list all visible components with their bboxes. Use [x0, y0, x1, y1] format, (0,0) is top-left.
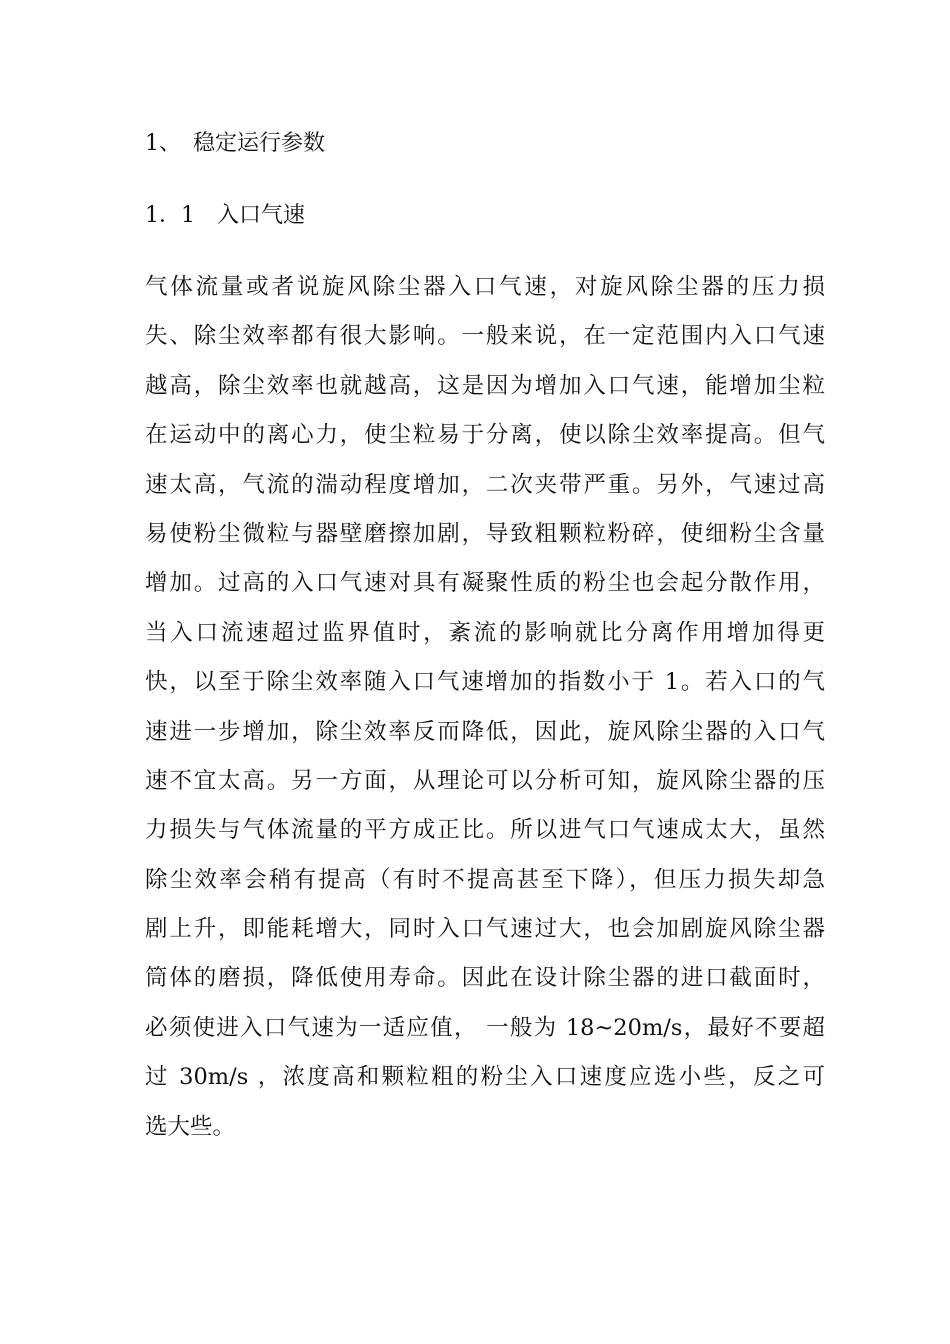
section-heading [145, 129, 325, 159]
paragraph-line: 速进一步增加，除尘效率反而降低，因此，旋风除尘器的入口气 [145, 718, 825, 745]
paragraph-line: 力损失与气体流量的平方成正比。所以进气口气速成太大，虽然 [145, 817, 825, 844]
paragraph-line: 当入口流速超过监界值时，紊流的影响就比分离作用增加得更 [145, 619, 825, 646]
paragraph-line: 越高，除尘效率也就越高，这是因为增加入口气速，能增加尘粒 [145, 372, 825, 399]
paragraph-line: 快，以至于除尘效率随入口气速增加的指数小于 1。若入口的气 [145, 669, 825, 696]
paragraph-line: 速不宜太高。另一方面，从理论可以分析可知，旋风除尘器的压 [145, 767, 825, 794]
paragraph-line: 剧上升，即能耗增大，同时入口气速过大，也会加剧旋风除尘器 [145, 916, 825, 943]
section-number: 1、 [145, 131, 181, 156]
subsection-heading [145, 201, 305, 231]
paragraph-line: 除尘效率会稍有提高（有时不提高甚至下降），但压力损失却急 [145, 866, 825, 893]
paragraph-line: 易使粉尘微粒与器壁磨擦加剧，导致粗颗粒粉碎，使细粉尘含量 [145, 520, 825, 547]
paragraph-line: 在运动中的离心力，使尘粒易于分离，使以除尘效率提高。但气 [145, 422, 825, 449]
subsection-title: 入口气速 [217, 203, 306, 228]
paragraph-line: 筒体的磨损，降低使用寿命。因此在设计除尘器的进口截面时， [145, 965, 825, 992]
paragraph-line: 必须使进入口气速为一适应值， 一般为 18~20m/s，最好不要超 [145, 1014, 825, 1041]
body-paragraph [145, 272, 825, 1161]
paragraph-line: 增加。过高的入口气速对具有凝聚性质的粉尘也会起分散作用， [145, 570, 825, 597]
subsection-number: 1．1 [145, 203, 195, 228]
paragraph-line: 选大些。 [145, 1113, 236, 1140]
paragraph-line: 气体流量或者说旋风除尘器入口气速，对旋风除尘器的压力损 [145, 274, 825, 300]
paragraph-line: 失、除尘效率都有很大影响。一般来说，在一定范围内入口气速 [145, 323, 825, 350]
paragraph-line: 速太高，气流的湍动程度增加，二次夹带严重。另外，气速过高 [145, 471, 825, 498]
section-title: 稳定运行参数 [193, 131, 326, 156]
paragraph-line: 过 30m/s ，浓度高和颗粒粗的粉尘入口速度应选小些，反之可 [145, 1064, 825, 1091]
